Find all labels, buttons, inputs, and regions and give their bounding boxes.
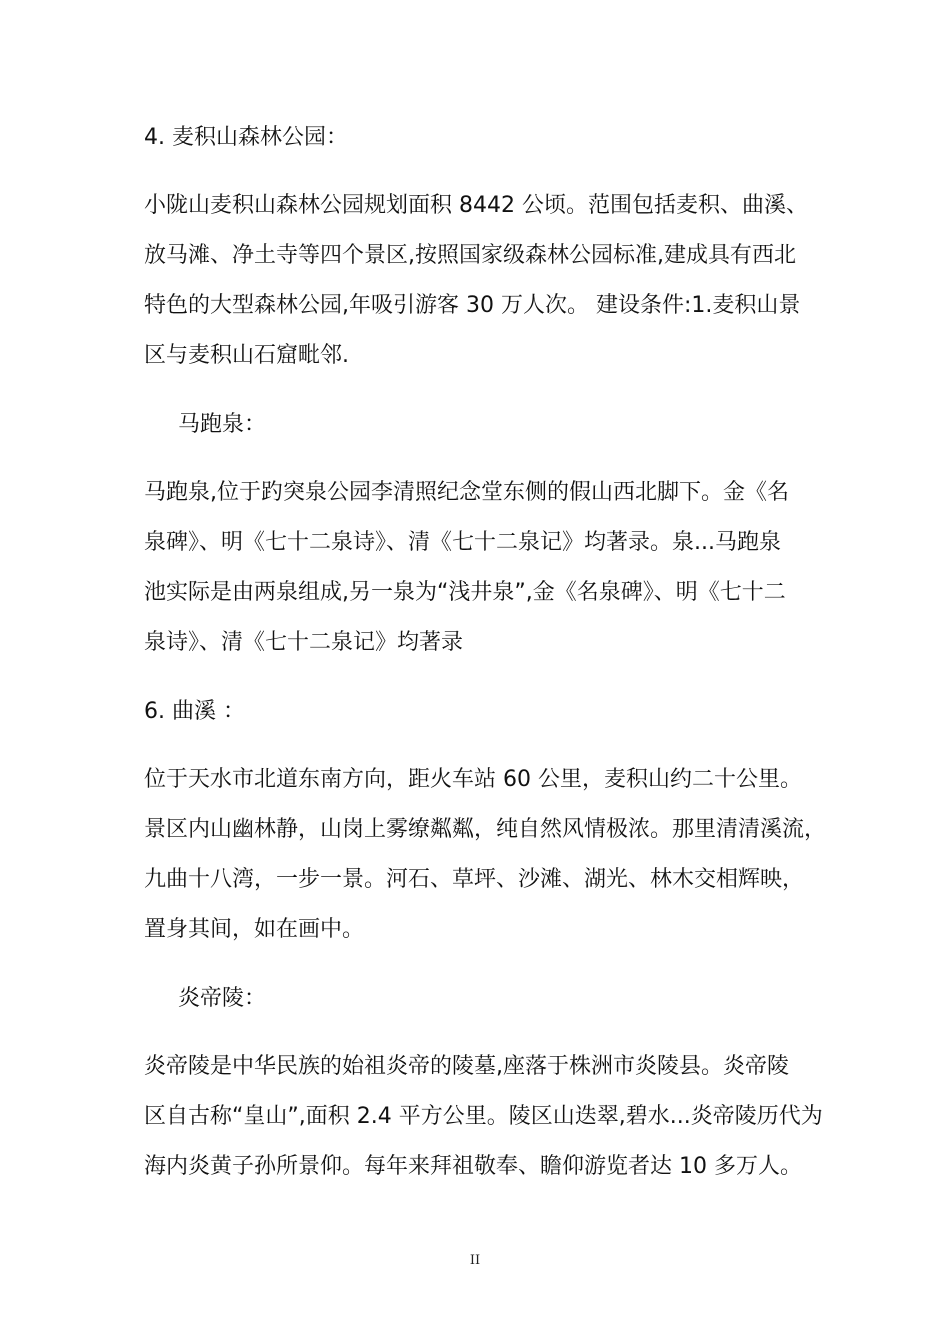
- paragraph-line: 景区内山幽林静，山岗上雾缭粼粼，纯自然风情极浓。那里清清溪流，: [144, 817, 827, 842]
- paragraph-line: 九曲十八湾，一步一景。河石、草坪、沙滩、湖光、林木交相辉映，: [144, 867, 805, 892]
- section-heading: 4. 麦积山森林公园：: [144, 125, 348, 150]
- paragraph-line: 区与麦积山石窟毗邻.: [144, 343, 349, 368]
- paragraph-line: 海内炎黄子孙所景仰。每年来拜祖敬奉、瞻仰游览者达 10 多万人。: [144, 1154, 802, 1179]
- paragraph-line: 区自古称“皇山”,面积 2.4 平方公里。陵区山迭翠,碧水...炎帝陵历代为: [144, 1104, 823, 1129]
- paragraph-line: 位于天水市北道东南方向，距火车站 60 公里，麦积山约二十公里。: [144, 767, 802, 792]
- paragraph-line: 泉诗》、清《七十二泉记》均著录: [144, 630, 464, 655]
- paragraph-line: 小陇山麦积山森林公园规划面积 8442 公顷。范围包括麦积、曲溪、: [144, 193, 808, 218]
- paragraph-line: 炎帝陵是中华民族的始祖炎帝的陵墓,座落于株洲市炎陵县。炎帝陵: [144, 1054, 789, 1079]
- section-heading: 马跑泉：: [178, 412, 267, 437]
- section-heading: 炎帝陵：: [178, 986, 267, 1011]
- paragraph-line: 置身其间，如在画中。: [144, 917, 365, 942]
- paragraph-line: 池实际是由两泉组成,另一泉为“浅井泉”,金《名泉碑》、明《七十二: [144, 580, 786, 605]
- section-heading: 6. 曲溪 ：: [144, 699, 245, 724]
- paragraph-line: 特色的大型森林公园,年吸引游客 30 万人次。 建设条件:1.麦积山景: [144, 293, 801, 318]
- paragraph-line: 泉碑》、明《七十二泉诗》、清《七十二泉记》均著录。泉...马跑泉: [144, 530, 781, 555]
- paragraph-line: 放马滩、净土寺等四个景区,按照国家级森林公园标准,建成具有西北: [144, 243, 796, 268]
- paragraph-line: 马跑泉,位于趵突泉公园李清照纪念堂东侧的假山西北脚下。金《名: [144, 480, 789, 505]
- page-number: II: [469, 1253, 481, 1268]
